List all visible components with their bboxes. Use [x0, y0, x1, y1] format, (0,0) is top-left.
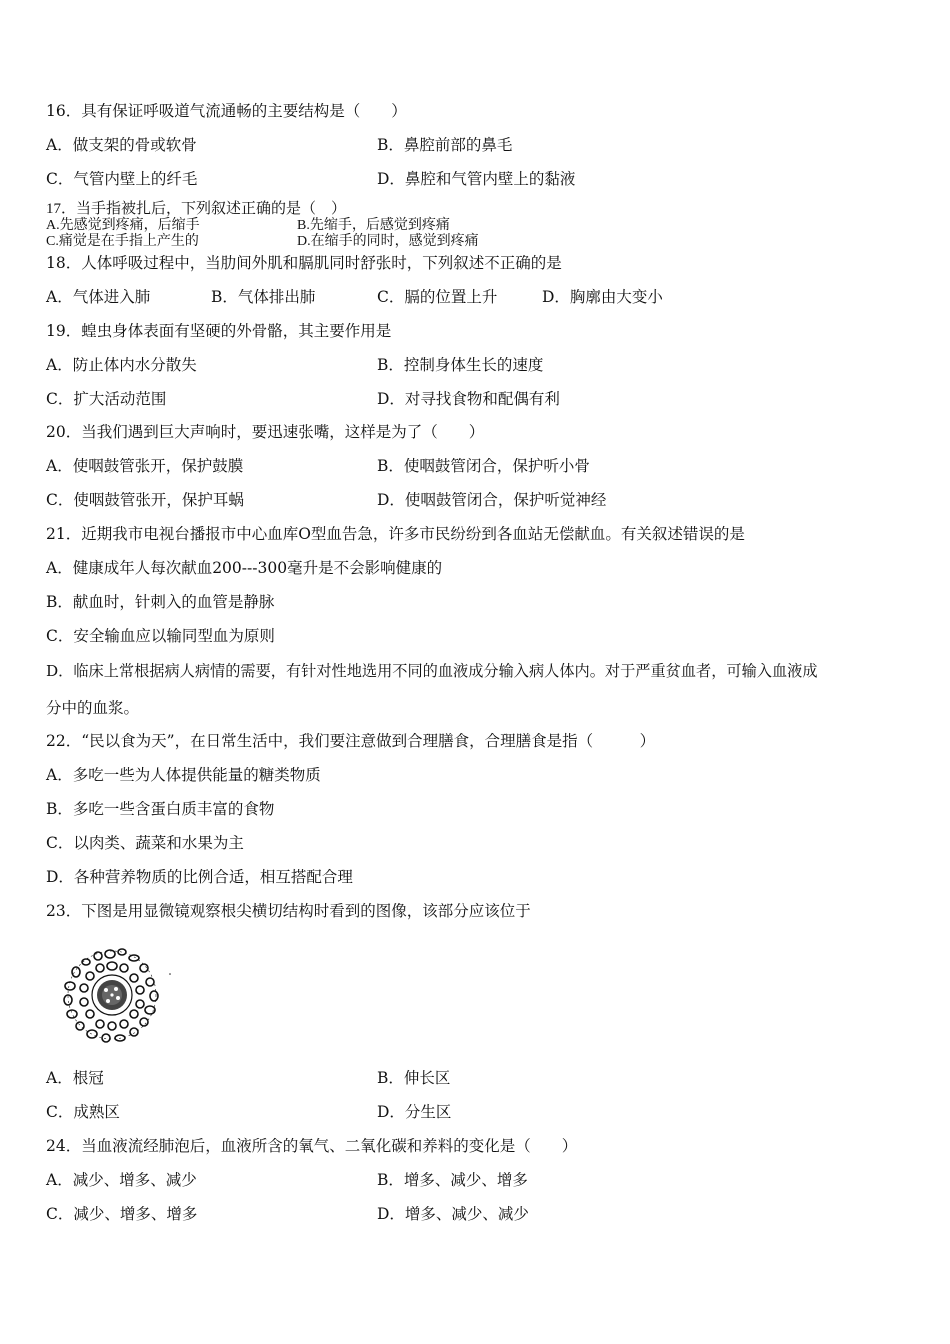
q19-option-c[interactable]: C．扩大活动范围	[46, 390, 167, 408]
q17-option-a[interactable]: A.先感觉到疼痛，后缩手	[46, 218, 200, 233]
q20-option-b[interactable]: B．使咽鼓管闭合，保护听小骨	[377, 457, 590, 475]
q17-option-d[interactable]: D.在缩手的同时，感觉到疼痛	[297, 234, 479, 249]
q23-option-a[interactable]: A．根冠	[46, 1069, 104, 1087]
q22-option-c[interactable]: C．以肉类、蔬菜和水果为主	[46, 834, 244, 852]
q21-option-d-continued: 分中的血浆。	[46, 699, 140, 717]
q20-option-a[interactable]: A．使咽鼓管张开，保护鼓膜	[46, 457, 244, 475]
q21-option-d[interactable]: D．临床上常根据病人病情的需要，有针对性地选用不同的血液成分输入病人体内。对于严重贫血者，可输入血液成	[46, 662, 818, 680]
q21-option-a[interactable]: A．健康成年人每次献血200---300毫升是不会影响健康的	[46, 559, 443, 577]
q17-option-c[interactable]: C.痛觉是在手指上产生的	[46, 234, 199, 249]
q16-option-d[interactable]: D．鼻腔和气管内壁上的黏液	[377, 170, 576, 188]
q18-option-a[interactable]: A．气体进入肺	[46, 288, 151, 306]
q23-option-b[interactable]: B．伸长区	[377, 1069, 451, 1087]
q23-option-d[interactable]: D．分生区	[377, 1103, 452, 1121]
q21-option-b[interactable]: B．献血时，针刺入的血管是静脉	[46, 593, 275, 611]
q22-option-d[interactable]: D．各种营养物质的比例合适，相互搭配合理	[46, 868, 353, 886]
q21-option-c[interactable]: C．安全输血应以输同型血为原则	[46, 627, 275, 645]
q16-option-b[interactable]: B．鼻腔前部的鼻毛	[377, 136, 513, 154]
q22-option-b[interactable]: B．多吃一些含蛋白质丰富的食物	[46, 800, 275, 818]
q16-stem: 16．具有保证呼吸道气流通畅的主要结构是（ ）	[46, 102, 407, 120]
q22-stem: 22．“民以食为天”，在日常生活中，我们要注意做到合理膳食，合理膳食是指（ ）	[46, 732, 656, 750]
q18-stem: 18．人体呼吸过程中，当肋间外肌和膈肌同时舒张时，下列叙述不正确的是	[46, 254, 562, 272]
q19-option-b[interactable]: B．控制身体生长的速度	[377, 356, 544, 374]
q17-stem: 17．当手指被扎后，下列叙述正确的是（ ）	[46, 201, 347, 217]
q24-option-d[interactable]: D．增多、减少、减少	[377, 1205, 529, 1223]
q24-option-a[interactable]: A．减少、增多、减少	[46, 1171, 197, 1189]
q18-option-d[interactable]: D．胸廓由大变小	[542, 288, 663, 306]
root-cross-section-figure	[50, 940, 175, 1050]
q21-stem: 21．近期我市电视台播报市中心血库O型血告急，许多市民纷纷到各血站无偿献血。有关叙述错误的是	[46, 525, 745, 543]
q19-option-a[interactable]: A．防止体内水分散失	[46, 356, 197, 374]
q24-option-c[interactable]: C．减少、增多、增多	[46, 1205, 198, 1223]
q20-option-c[interactable]: C．使咽鼓管张开，保护耳蜗	[46, 491, 244, 509]
q24-stem: 24．当血液流经肺泡后，血液所含的氧气、二氧化碳和养料的变化是（ ）	[46, 1137, 578, 1155]
q19-stem: 19．蝗虫身体表面有坚硬的外骨骼，其主要作用是	[46, 322, 392, 340]
q16-option-a[interactable]: A．做支架的骨或软骨	[46, 136, 197, 154]
q22-option-a[interactable]: A．多吃一些为人体提供能量的糖类物质	[46, 766, 321, 784]
q20-stem: 20．当我们遇到巨大声响时，要迅速张嘴，这样是为了（ ）	[46, 423, 485, 441]
q23-option-c[interactable]: C．成熟区	[46, 1103, 120, 1121]
q18-option-c[interactable]: C．膈的位置上升	[377, 288, 498, 306]
q17-option-b[interactable]: B.先缩手，后感觉到疼痛	[297, 218, 450, 233]
q24-option-b[interactable]: B．增多、减少、增多	[377, 1171, 528, 1189]
q23-stem: 23．下图是用显微镜观察根尖横切结构时看到的图像，该部分应该位于	[46, 902, 531, 920]
q19-option-d[interactable]: D．对寻找食物和配偶有利	[377, 390, 560, 408]
q16-option-c[interactable]: C．气管内壁上的纤毛	[46, 170, 198, 188]
q18-option-b[interactable]: B．气体排出肺	[211, 288, 316, 306]
q20-option-d[interactable]: D．使咽鼓管闭合，保护听觉神经	[377, 491, 607, 509]
